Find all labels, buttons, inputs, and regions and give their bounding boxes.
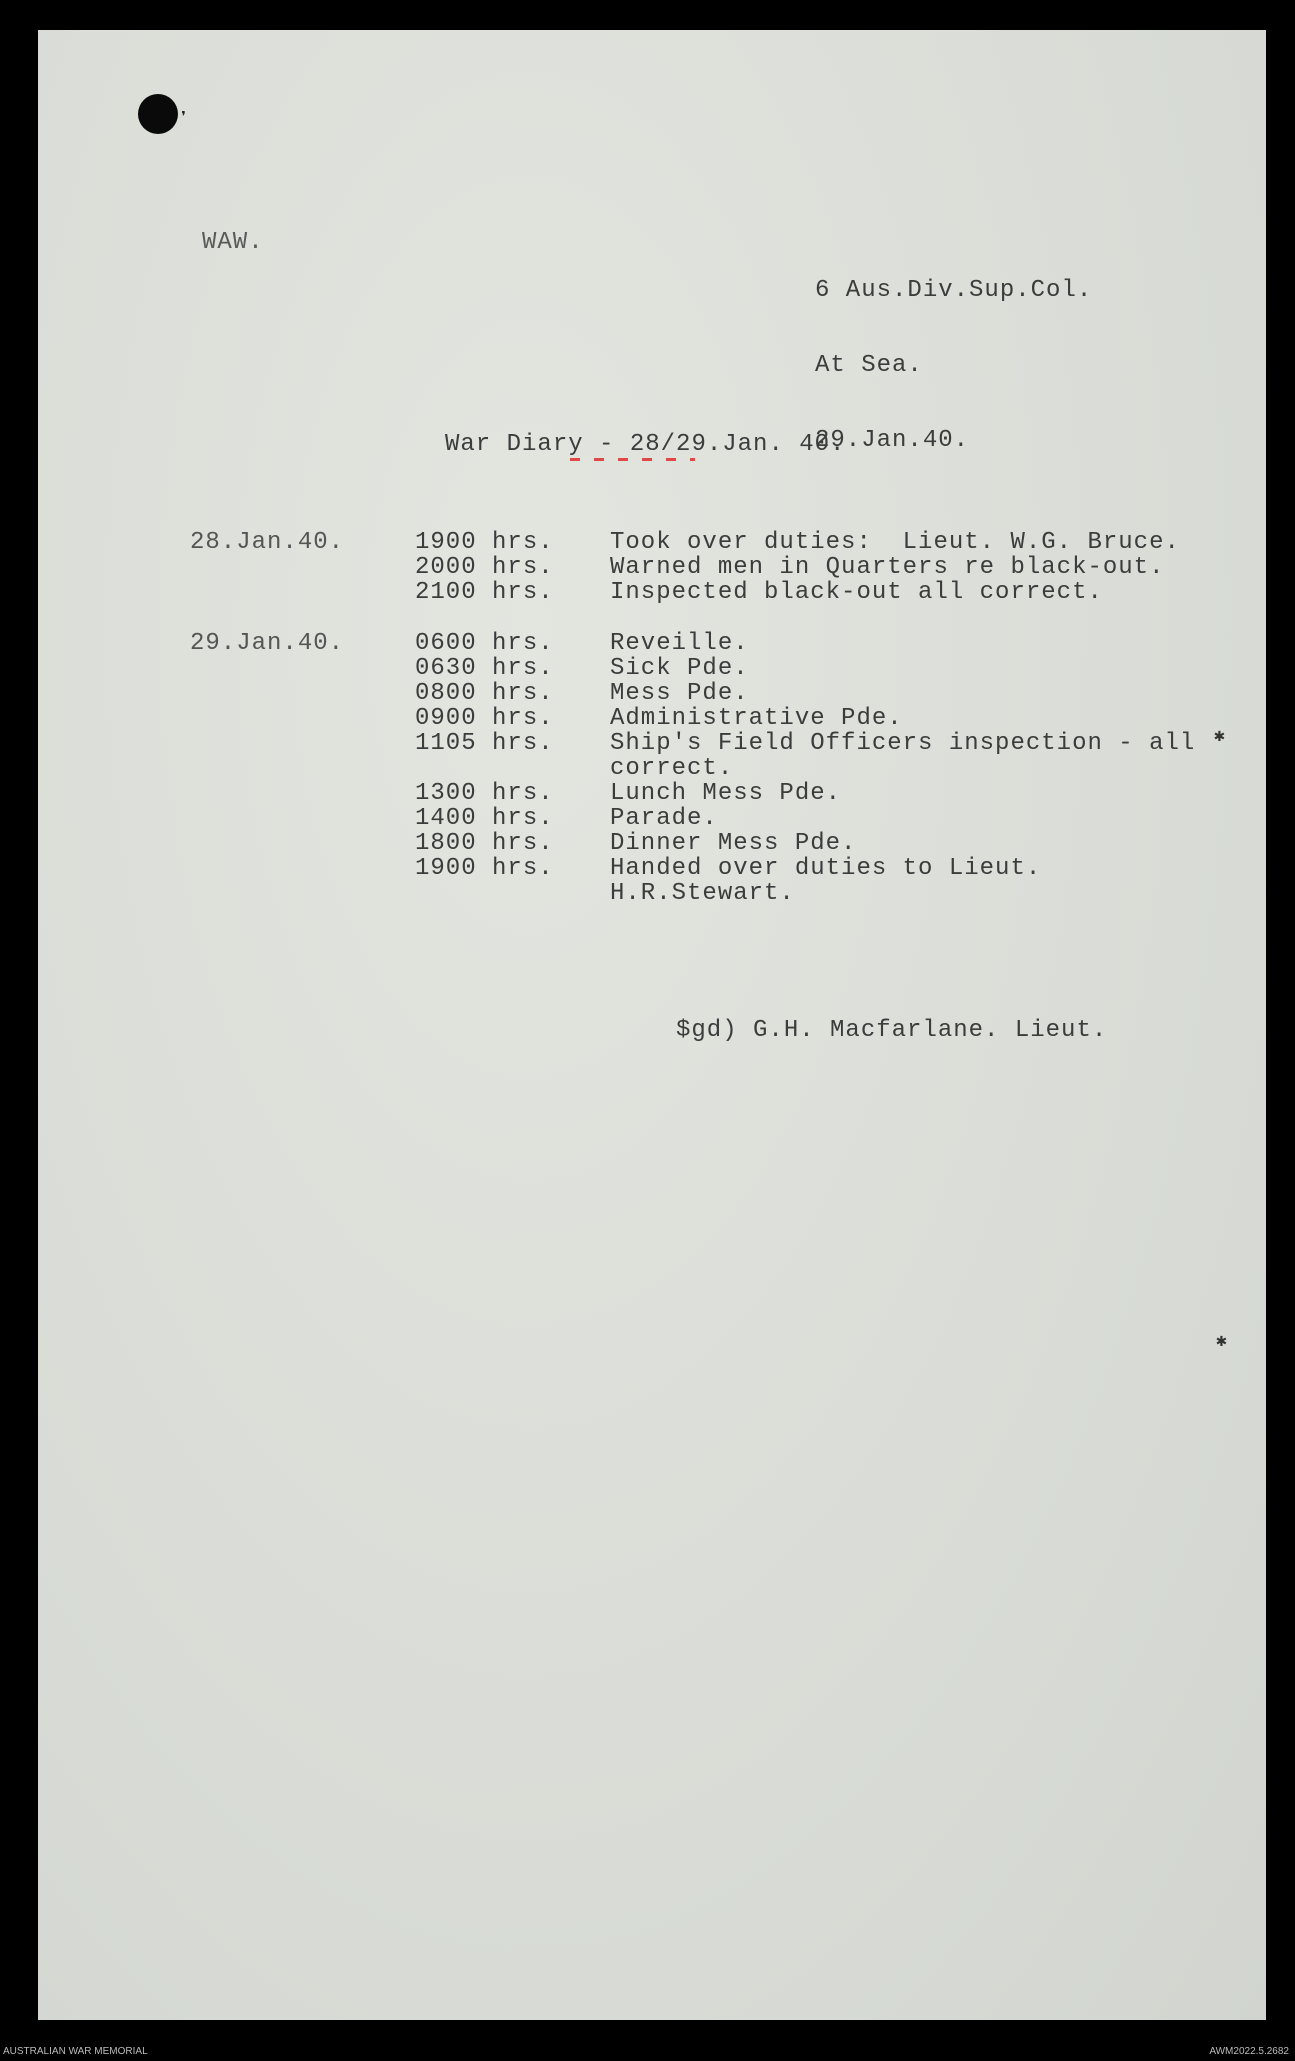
entry-time: 0600 hrs. [415, 630, 554, 657]
entry-time: 1300 hrs. [415, 780, 554, 807]
entry-description: Inspected black-out all correct. [610, 579, 1103, 606]
entry-time: 0900 hrs. [415, 705, 554, 732]
ink-mark: ❜ [178, 110, 189, 130]
address-line: 29.Jan.40. [815, 427, 970, 454]
entry-row [190, 555, 1230, 580]
entry-description: Mess Pde. [610, 680, 749, 707]
paper-tear-mark: ✱ [1216, 1332, 1227, 1352]
entry-row [190, 831, 1230, 856]
unit-address [815, 228, 1092, 478]
entry-description: Dinner Mess Pde. [610, 830, 857, 857]
entry-row [190, 631, 1230, 656]
entry-time: 1900 hrs. [415, 855, 554, 882]
document-title: War Diary - 28/29.Jan. 40. [445, 431, 846, 458]
entry-row [190, 706, 1230, 731]
entry-row [190, 681, 1230, 706]
title-underline [570, 458, 695, 461]
signature-line: $gd) G.H. Macfarlane. Lieut. [676, 1017, 1108, 1044]
footer-accession-number: AWM2022.5.2682 [1209, 2046, 1289, 2057]
entry-time: 1800 hrs. [415, 830, 554, 857]
entry-time: 1105 hrs. [415, 730, 554, 757]
entry-date: 29.Jan.40. [190, 630, 345, 657]
entry-description: Reveille. [610, 630, 749, 657]
entry-time: 1900 hrs. [415, 529, 554, 556]
entry-time: 2000 hrs. [415, 554, 554, 581]
address-line: 6 Aus.Div.Sup.Col. [815, 277, 1093, 304]
footer-institution: AUSTRALIAN WAR MEMORIAL [3, 2046, 148, 2057]
entry-description: Took over duties: Lieut. W.G. Bruce. [610, 529, 1180, 556]
punch-hole [138, 94, 178, 134]
paper-tear-mark: ✱ [1214, 727, 1225, 747]
entry-description: Lunch Mess Pde. [610, 780, 842, 807]
diary-entries [190, 530, 1230, 932]
entry-row [190, 656, 1230, 681]
address-line: At Sea. [815, 352, 923, 379]
entry-row [190, 856, 1230, 906]
entry-date: 28.Jan.40. [190, 529, 345, 556]
entry-time: 0630 hrs. [415, 655, 554, 682]
entry-row [190, 806, 1230, 831]
entry-description: Parade. [610, 805, 718, 832]
entry-time: 2100 hrs. [415, 579, 554, 606]
entry-group [190, 530, 1230, 605]
entry-description: Handed over duties to Lieut. H.R.Stewart. [610, 855, 1057, 907]
entry-description: Ship's Field Officers inspection - all correct. [610, 730, 1211, 782]
document-reference: WAW. [202, 229, 264, 256]
entry-description: Administrative Pde. [610, 705, 903, 732]
entry-row [190, 530, 1230, 555]
entry-row [190, 580, 1230, 605]
entry-row [190, 727, 1230, 782]
entry-group [190, 631, 1230, 906]
entry-time: 1400 hrs. [415, 805, 554, 832]
entry-row [190, 781, 1230, 806]
entry-time: 0800 hrs. [415, 680, 554, 707]
entry-description: Warned men in Quarters re black-out. [610, 554, 1165, 581]
entry-description: Sick Pde. [610, 655, 749, 682]
